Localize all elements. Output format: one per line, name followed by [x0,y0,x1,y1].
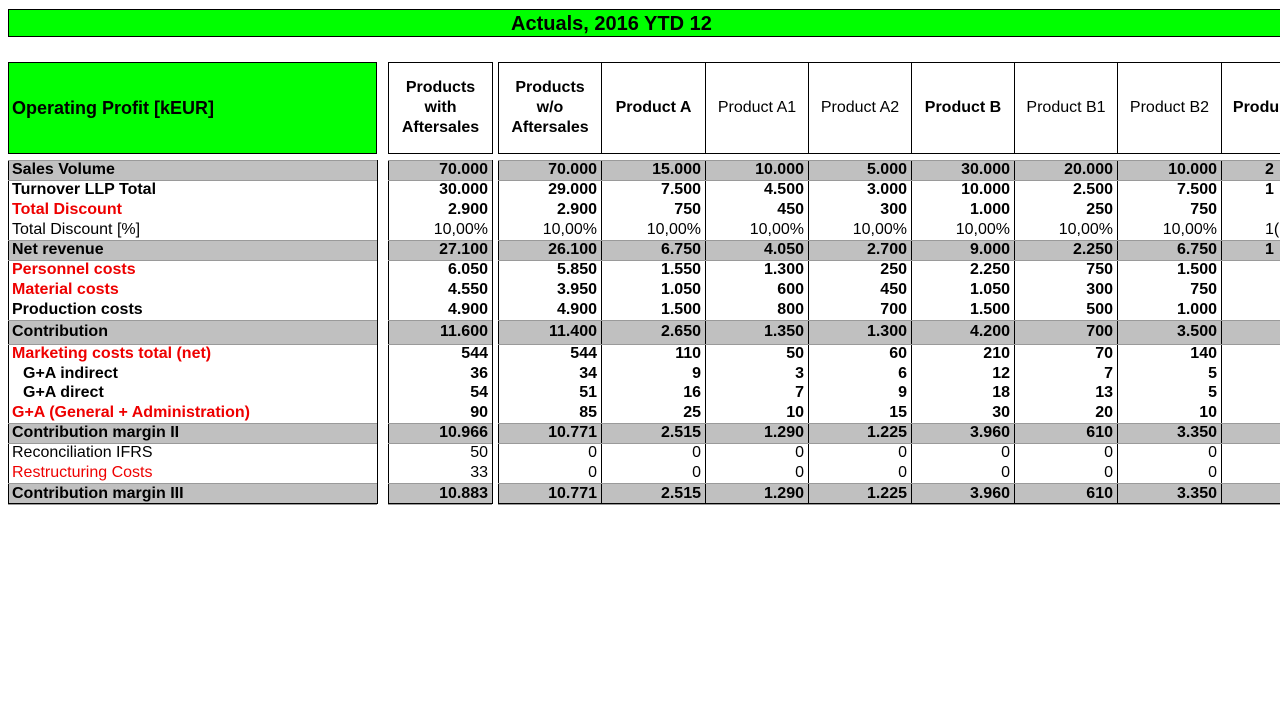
table-cell: 1.500 [1176,261,1217,278]
table-cell: 1 [1265,181,1274,198]
table-cell: 1( [1265,221,1280,238]
table-cell: 750 [1086,261,1113,278]
row-label: Total Discount [12,201,122,218]
table-cell: 5 [1208,364,1217,382]
row-label: Contribution [12,323,108,340]
table-cell: 3.350 [1176,484,1217,502]
table-cell: 10.883 [439,484,488,502]
column-header-line: Product A1 [717,99,797,116]
table-cell: 0 [795,444,804,461]
table-cell: 10,00% [1058,221,1113,238]
column-header-line: Products [515,79,585,96]
table-cell: 450 [880,281,907,298]
table-title-cell [8,62,377,154]
column-header-line: Product A2 [820,99,900,116]
table-cell: 10,00% [852,221,907,238]
table-cell: 1.290 [763,424,804,441]
column-header [1117,62,1222,154]
table-cell: 16 [683,384,701,401]
row-label: Contribution margin III [12,484,184,502]
table-cell: 1.000 [969,201,1010,218]
table-cell: 0 [1001,444,1010,461]
table-cell: 29.000 [548,181,597,198]
table-cell: 2.650 [660,323,701,340]
row-label: Contribution margin II [12,424,180,441]
row-label: Total Discount [%] [12,221,141,238]
table-cell: 4.050 [763,241,804,258]
table-cell: 10.000 [961,181,1010,198]
table-cell: 60 [889,345,907,362]
table-cell: 2 [1265,161,1274,178]
column-header [1014,62,1118,154]
table-cell: 700 [1086,323,1113,340]
table-cell: 5 [1208,384,1217,401]
column-header [1221,62,1280,154]
table-cell: 90 [470,404,488,421]
table-cell: 20.000 [1064,161,1113,178]
report-title-bar [8,9,1280,37]
table-cell: 7.500 [660,181,701,198]
table-cell: 10 [786,404,804,421]
table-cell: 7 [1104,364,1113,382]
table-cell: 70.000 [439,161,488,178]
row-label: Restructuring Costs [12,464,153,481]
table-cell: 3.960 [969,424,1010,441]
table-cell: 140 [1190,345,1217,362]
table-cell: 0 [1104,464,1113,481]
table-cell: 2.515 [660,424,701,441]
table-cell: 0 [898,464,907,481]
column-header-line: Products [405,79,476,96]
table-cell: 300 [1086,281,1113,298]
row-label: G+A direct [23,384,104,401]
column-header [808,62,912,154]
table-cell: 1.225 [866,484,907,502]
table-cell: 5.000 [866,161,907,178]
column-header [498,62,602,154]
table-cell: 750 [674,201,701,218]
table-cell: 25 [683,404,701,421]
column-header-line: with [424,99,457,116]
row-label: G+A indirect [23,364,118,382]
table-cell: 12 [992,364,1010,382]
table-cell: 10.000 [1168,161,1217,178]
table-cell: 7 [795,384,804,401]
table-cell: 9 [898,384,907,401]
table-cell: 33 [470,464,488,481]
table-cell: 1 [1265,241,1274,258]
table-cell: 9 [692,364,701,382]
table-cell: 70.000 [548,161,597,178]
table-cell: 6.750 [1176,241,1217,258]
table-cell: 54 [470,384,488,401]
table-cell: 1.290 [763,484,804,502]
table-cell: 0 [1208,464,1217,481]
table-cell: 4.900 [556,301,597,318]
table-cell: 0 [795,464,804,481]
table-cell: 10 [1199,404,1217,421]
table-cell: 10,00% [955,221,1010,238]
table-cell: 51 [579,384,597,401]
table-cell: 2.250 [1072,241,1113,258]
table-cell: 10,00% [646,221,701,238]
row-label: Personnel costs [12,261,136,278]
row-separator [388,504,492,505]
table-cell: 1.300 [866,323,907,340]
table-cell: 750 [1190,201,1217,218]
table-cell: 0 [1001,464,1010,481]
table-cell: 10,00% [542,221,597,238]
table-cell: 3.000 [866,181,907,198]
table-cell: 0 [1104,444,1113,461]
table-cell: 750 [1190,281,1217,298]
row-label: Marketing costs total (net) [12,345,212,362]
column-header-line: Product B2 [1129,99,1210,116]
table-cell: 30.000 [961,161,1010,178]
table-cell: 50 [470,444,488,461]
table-cell: 70 [1095,345,1113,362]
table-cell: 18 [992,384,1010,401]
table-cell: 27.100 [439,241,488,258]
column-divider [1221,160,1222,504]
table-cell: 10,00% [749,221,804,238]
table-cell: 3.350 [1176,424,1217,441]
table-cell: 85 [579,404,597,421]
column-header [388,62,493,154]
table-cell: 13 [1095,384,1113,401]
table-cell: 0 [692,464,701,481]
row-label: Turnover LLP Total [12,181,157,198]
table-cell: 11.600 [439,323,488,340]
column-header-line: Product B [924,99,1002,116]
column-header [705,62,809,154]
table-cell: 6.050 [447,261,488,278]
table-cell: 15 [889,404,907,421]
table-cell: 1.350 [763,323,804,340]
table-cell: 0 [1208,444,1217,461]
table-cell: 30 [992,404,1010,421]
table-cell: 450 [777,201,804,218]
column-header-line: Aftersales [401,119,480,136]
table-cell: 2.515 [660,484,701,502]
table-cell: 110 [675,345,701,362]
table-cell: 610 [1086,484,1113,502]
table-cell: 2.500 [1072,181,1113,198]
table-cell: 10.771 [548,424,597,441]
column-header [601,62,706,154]
table-cell: 1.000 [1176,301,1217,318]
table-cell: 1.225 [866,424,907,441]
table-cell: 36 [470,364,488,382]
table-cell: 4.500 [763,181,804,198]
table-cell: 250 [880,261,907,278]
table-cell: 700 [880,301,907,318]
table-cell: 15.000 [652,161,701,178]
row-label: Material costs [12,281,119,298]
table-cell: 10,00% [1162,221,1217,238]
row-label: Reconciliation IFRS [12,444,153,461]
row-separator [498,504,1280,505]
table-cell: 30.000 [439,181,488,198]
table-cell: 2.700 [866,241,907,258]
table-cell: 20 [1095,404,1113,421]
table-cell: 11.400 [548,323,597,340]
table-cell: 6 [898,364,907,382]
row-separator [498,320,1280,321]
table-cell: 0 [692,444,701,461]
row-separator [8,504,377,505]
table-cell: 4.200 [969,323,1010,340]
column-header-line: Product A [615,99,692,116]
table-cell: 1.050 [969,281,1010,298]
row-separator [388,320,492,321]
table-cell: 500 [1086,301,1113,318]
row-label: Net revenue [12,241,104,258]
table-cell: 2.900 [447,201,488,218]
row-label: Sales Volume [12,161,115,178]
table-cell: 10,00% [433,221,488,238]
table-cell: 250 [1086,201,1113,218]
table-cell: 600 [777,281,804,298]
table-cell: 544 [461,345,488,362]
column-header-line: w/o [536,99,564,116]
table-cell: 544 [570,345,597,362]
table-cell: 4.550 [447,281,488,298]
row-separator [8,320,377,321]
table-cell: 2.900 [556,201,597,218]
table-cell: 7.500 [1176,181,1217,198]
column-header-line: Produ [1232,99,1280,116]
column-header-line: Aftersales [511,119,589,136]
table-cell: 3.960 [969,484,1010,502]
report-title: Actuals, 2016 YTD 12 [511,13,712,35]
row-label: G+A (General + Administration) [12,404,250,421]
table-cell: 34 [579,364,597,382]
table-cell: 300 [880,201,907,218]
table-cell: 3 [795,364,804,382]
table-cell: 610 [1086,424,1113,441]
table-cell: 1.550 [660,261,701,278]
table-cell: 1.050 [660,281,701,298]
table-cell: 2.250 [969,261,1010,278]
table-cell: 6.750 [660,241,701,258]
table-cell: 10.771 [548,484,597,502]
table-cell: 210 [983,345,1010,362]
table-cell: 1.500 [969,301,1010,318]
table-cell: 10.966 [439,424,488,441]
column-header [911,62,1015,154]
table-cell: 4.900 [447,301,488,318]
table-cell: 10.000 [755,161,804,178]
table-cell: 3.500 [1176,323,1217,340]
table-cell: 5.850 [556,261,597,278]
table-cell: 0 [588,444,597,461]
table-cell: 800 [777,301,804,318]
table-cell: 9.000 [969,241,1010,258]
table-cell: 1.300 [763,261,804,278]
table-cell: 0 [588,464,597,481]
table-cell: 3.950 [556,281,597,298]
table-cell: 1.500 [660,301,701,318]
table-cell: 0 [898,444,907,461]
column-header-line: Product B1 [1026,99,1106,116]
table-cell: 26.100 [548,241,597,258]
table-title: Operating Profit [kEUR] [12,98,215,118]
table-cell: 50 [786,345,804,362]
row-label: Production costs [12,301,143,318]
